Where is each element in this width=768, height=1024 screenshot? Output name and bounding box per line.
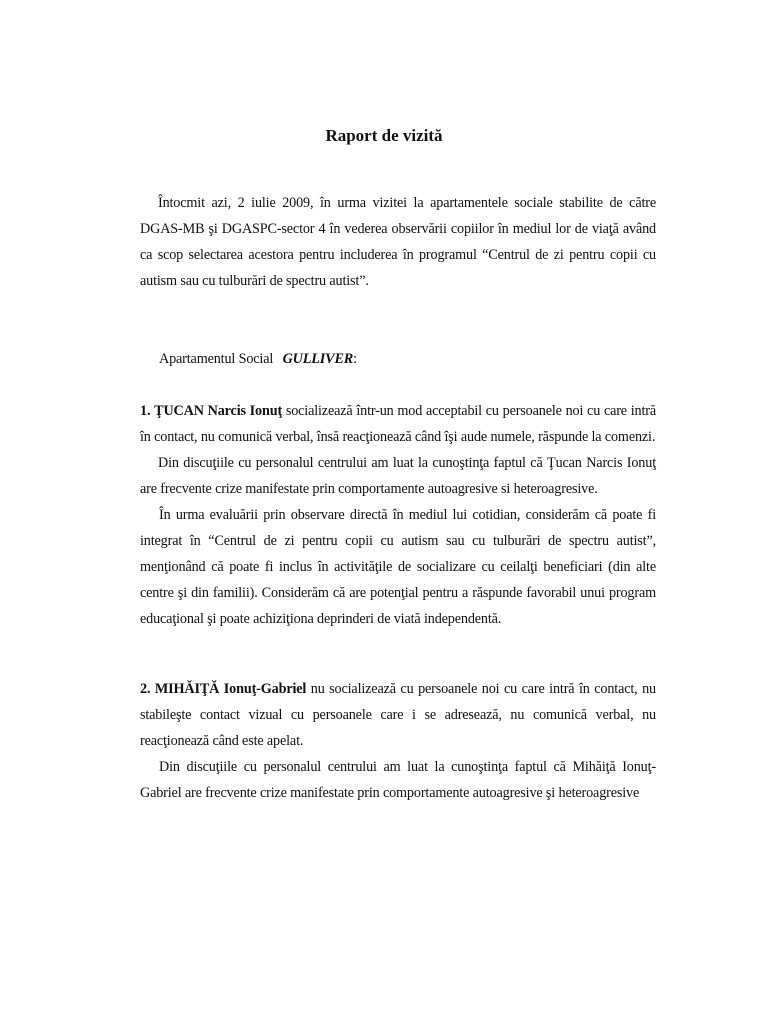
intro-text: Întocmit azi, 2 iulie 2009, în urma vizitei la apartamentele sociale stabilite de către DGAS-MB şi DGASPC-sector 4 în vederea observării copiilor în mediul lor de viaţă având ca scop selectarea acestora pentru includerea în programul “Centrul de zi pentru copii cu autism sau cu tulburări de spectru autist”. [140,195,656,289]
child-2-text: nu socializează cu persoanele noi cu care intră în contact, nu stabileşte contact vizual cu persoanele care i se adresează, nu comunică verbal, nu reacţionează când este apelat. [140,681,656,749]
intro-paragraph [140,190,656,294]
apartment-suffix: : [353,351,357,367]
child-1-section [140,398,656,632]
document-title: Raport de vizită [325,126,443,145]
apartment-name: GULLIVER [282,351,354,367]
child-1-intro [140,398,656,450]
child-1-paragraph-3: În urma evaluării prin observare directă în mediul lui cotidian, considerăm că poate fi integrat în “Centrul de zi pentru copii cu autism sau cu tulburări de spectru autist”, menţionând că poate fi inclus în activităţile de socializare cu ceilalţi beneficiari (din alte centre şi din familii). Considerăm că are potenţial pentru a răspunde favorabil unui program educaţional şi poate achiziţiona deprinderi de viată independentă. [140,507,656,627]
child-1-text: socializează într-un mod acceptabil cu persoanele noi cu care intră în contact, nu comunică verbal, însă reacţionează când îşi aude numele, răspunde la comenzi. [140,403,656,445]
child-2-name: 2. MIHĂIŢĂ Ionuţ-Gabriel [140,681,307,697]
child-2-paragraph-2: Din discuţiile cu personalul centrului am luat la cunoştinţa faptul că Mihăiţă Ionuţ-Gabriel are frecvente crize manifestate prin comportamente autoagresive şi heteroagresive [140,759,656,801]
apartment-heading [140,346,656,372]
child-2-intro [140,676,656,754]
apartment-prefix: Apartamentul Social [159,351,277,367]
child-1-paragraph-2: Din discuţiile cu personalul centrului am luat la cunoştinţa faptul că Ţucan Narcis Ionuţ are frecvente crize manifestate prin comportamente autoagresive si heteroagresive. [140,455,656,497]
child-2-section [140,676,656,806]
child-1-name: 1. ŢUCAN Narcis Ionuţ [140,403,283,419]
